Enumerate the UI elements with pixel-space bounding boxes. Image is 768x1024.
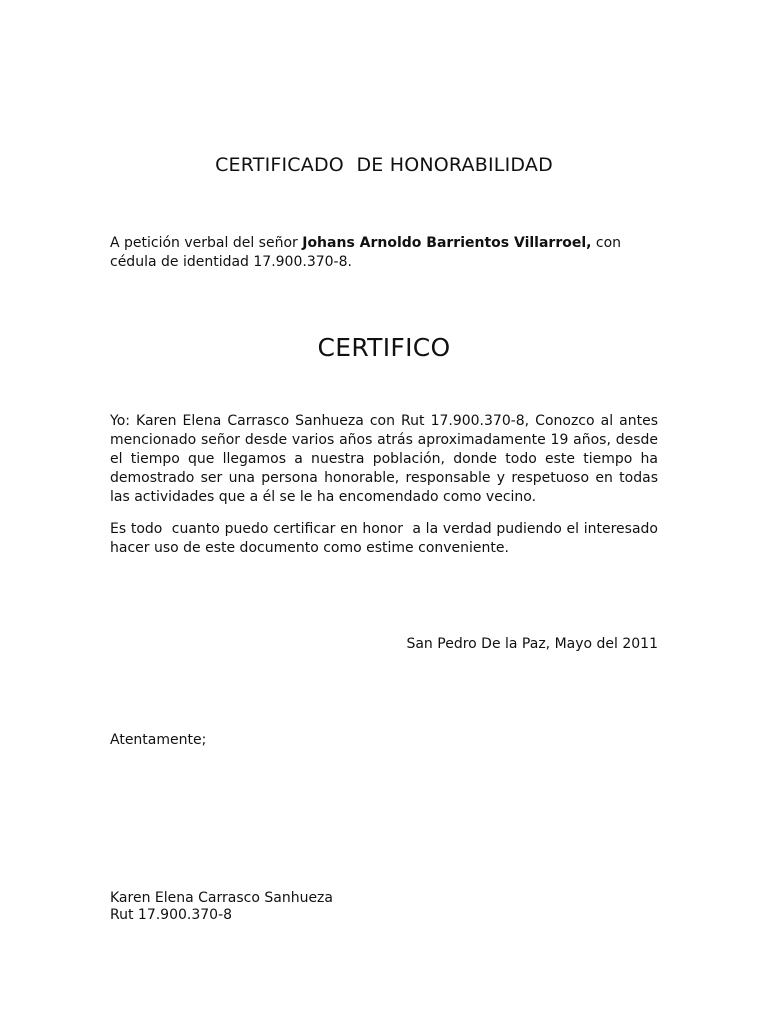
place-date: San Pedro De la Paz, Mayo del 2011: [406, 636, 658, 652]
certifico-heading: CERTIFICO: [317, 333, 451, 362]
signature-block: [110, 890, 333, 924]
intro-suffix: con cédula de identidad 17.900.370-8.: [110, 235, 622, 270]
signature-name: Karen Elena Carrasco Sanhueza: [110, 890, 333, 906]
intro-prefix: A petición verbal del señor: [110, 235, 303, 251]
closing-salutation: Atentamente;: [110, 732, 207, 748]
intro-person-name: Johans Arnoldo Barrientos Villarroel,: [302, 235, 592, 251]
body-paragraph-1: Yo: Karen Elena Carrasco Sanhueza con Rut 17.900.370-8, Conozco al antes mencionado señor desde varios años atrás aproximadamente 19 años, desde el tiempo que llegamos a nuestra población, donde todo este tiempo ha demostrado ser una persona honorable, responsable y respetuoso en todas las actividades que a él se le ha encomendado como vecino.: [110, 413, 658, 505]
intro-paragraph: [110, 234, 658, 272]
body-paragraph-2: Es todo cuanto puedo certificar en honor a la verdad pudiendo el interesado hacer uso de este documento como estime conveniente.: [110, 521, 663, 556]
signature-rut: Rut 17.900.370-8: [110, 907, 233, 923]
document-title: CERTIFICADO DE HONORABILIDAD: [215, 154, 553, 176]
